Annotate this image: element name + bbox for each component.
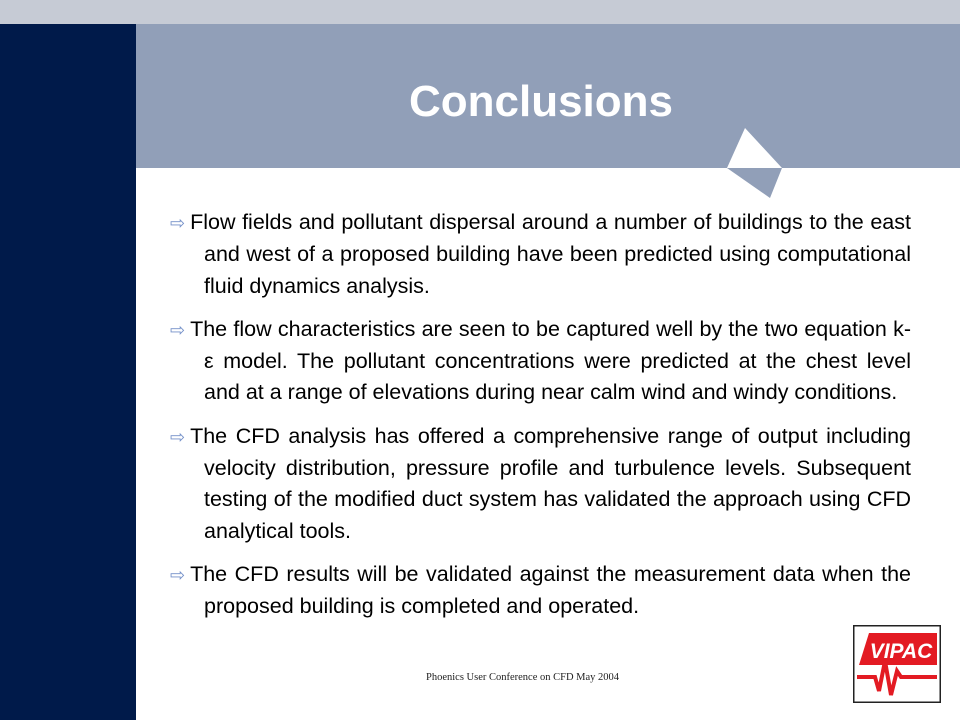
bullet-item: [170, 314, 911, 409]
arrow-bullet-icon: ⇨: [170, 426, 186, 447]
bullet-text: The CFD results will be validated against the measurement data when the proposed building is completed and operated.: [190, 561, 911, 619]
bullet-item: [170, 207, 911, 302]
logo-text: VIPAC: [869, 640, 933, 663]
arrow-bullet-icon: ⇨: [170, 319, 186, 340]
left-sidebar-bar: [0, 24, 136, 720]
arrow-bullet-icon: ⇨: [170, 213, 186, 233]
bullet-item: [170, 559, 911, 623]
bullet-item: [170, 421, 911, 547]
bullet-text: Flow fields and pollutant dispersal around a number of buildings to the east and west of a proposed building have been predicted using computational fluid dynamics analysis.: [190, 210, 911, 298]
vipac-logo: [853, 625, 941, 703]
top-strip: [0, 0, 960, 24]
footer-text: Phoenics User Conference on CFD May 2004: [426, 672, 620, 683]
bullet-text: The flow characteristics are seen to be captured well by the two equation k-ε model. The pollutant concentrations were predicted at the chest level and at a range of elevations during near calm wind and windy conditions.: [190, 316, 911, 405]
arrow-bullet-icon: ⇨: [170, 564, 186, 585]
bullet-list: [170, 207, 911, 635]
slide-title: Conclusions: [408, 77, 674, 126]
bullet-text: The CFD analysis has offered a comprehensive range of output including velocity distribution, pressure profile and turbulence levels. Subsequent testing of the modified duct system has validated the approach using CFD analytical tools.: [190, 423, 911, 543]
